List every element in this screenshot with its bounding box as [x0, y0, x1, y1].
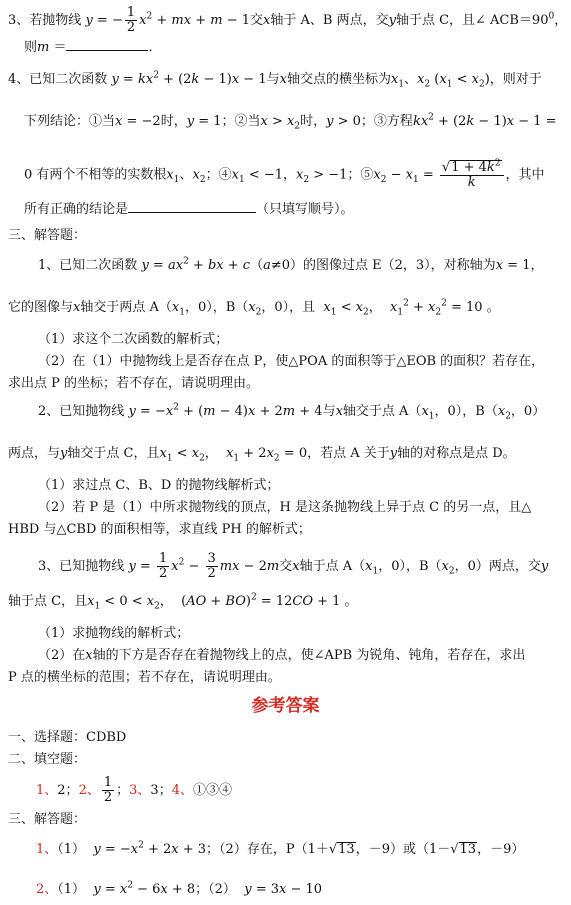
fraction-half: $\frac{1}{2}$	[158, 551, 168, 581]
question-4-line2: 下列结论：①当x = −2时，y = 1；②当$x > x_2$时，y > 0；③方程$kx^2 + (2k - 1)x - 1$ =	[24, 112, 557, 132]
fraction-half: $\frac{1}{2}$	[103, 775, 113, 805]
problem-1-sub2b: 求出点 P 的坐标；若不存在，请说明理由。	[8, 376, 260, 391]
problem-1-line1: 1、已知二次函数 $y = ax^2$ + bx + c（a≠0）的图像过点 E（2，3），对称轴为x = 1，	[38, 256, 544, 273]
question-4-line4: 所有正确的结论是 （只填写顺号）。	[24, 202, 354, 217]
answers-choice: 一、选择题：CDBD	[8, 730, 127, 745]
section-heading-solve: 三、解答题：	[8, 228, 87, 243]
answers-solve-heading: 三、解答题：	[8, 812, 87, 827]
question-3-line1: 3、若抛物线 y = − $\frac{1}{2}$ $x^2$ + mx + m − 1交x轴于 A、B 两点，交y轴于点 C，且∠ $ACB=90^0$，	[8, 5, 568, 35]
question-3-answer-line: 则m ＝ ．	[24, 40, 162, 55]
problem-3-sub1: （1）求抛物线的解析式；	[38, 626, 190, 641]
answers-fill-line: 1、2；2、 $\frac{1}{2}$ ；3、3；4、①③④	[36, 775, 232, 805]
problem-3-sub2a: （2）在x轴的下方是否存在着抛物线上的点，使∠APB 为锐角、钝角，若存在，求出	[38, 648, 526, 663]
problem-1-sub2a: （2）在（1）中抛物线上是否存在点 P，使△POA 的面积等于△EOB 的面积？若存在，	[38, 354, 545, 369]
problem-2-sub2b: HBD 与△CBD 的面积相等，求直线 PH 的解析式；	[8, 522, 311, 537]
answers-solve-2: 2、（1） $y = x^2 - 6x + 8$；（2） y = 3x − 10	[36, 880, 323, 897]
question-4-line1: 4、已知二次函数 $y = kx^2 + (2k - 1)x - 1$与x轴交点的横坐标为$x_1$、$x_2$ $(x_1 < x_2)$，则对于	[8, 70, 542, 90]
question-4-line3: 0 有两个不相等的实数根$x_1$、$x_2$；$④x_1 < -1$，$x_2 > -1$；$⑤x_2 - x_1$ = $\frac{√1 + 4k^2}{k}$ ，其中	[24, 158, 545, 190]
problem-2-line1: 2、已知抛物线 $y = -x^2 + (m - 4)x + 2m + 4$与x轴交于点 $A(x_1$，0），$B(x_2$，0）	[38, 402, 546, 422]
problem-3-line2: 轴于点 C，且$x_1 < 0 < x_2$， (AO + BO)$^2$ = 12CO + 1 。	[8, 592, 358, 612]
answers-fill-heading: 二、填空题：	[8, 752, 87, 767]
fraction-three-halves: $\frac{3}{2}$	[207, 551, 216, 581]
problem-1-line2: 它的图像与x轴交于两点 $A(x_1$，0），$B(x_2$，0），且 $x_1 < x_2$， $x_1^2 + x_2^2 = 10$ 。	[8, 298, 500, 318]
problem-3-sub2c: P 点的横坐标的范围；若不存在，请说明理由。	[8, 670, 281, 685]
problem-2-sub2a: （2）若 P 是（1）中所求抛物线的顶点，H 是这条抛物线上异于点 C 的另一点，且△	[38, 500, 532, 515]
problem-2-sub1: （1）求过点 C、B、D 的抛物线解析式；	[38, 478, 280, 493]
answer-blank[interactable]	[66, 50, 148, 51]
fraction-half: $\frac{1}{2}$	[126, 5, 136, 35]
answers-title: 参考答案	[251, 696, 320, 716]
problem-2-line2: 两点，与y轴交于点 C，且$x_1 < x_2$， $x_1 + 2x_2 = 0$，若点 A 关于y轴的对称点是点 D。	[8, 446, 516, 464]
answers-solve-1: 1、（1） $y = -x^2 + 2x + 3$；（2）存在，P（1＋√13，－9）或（1－√13，－9）	[36, 840, 525, 857]
fraction-sqrt-over-k: $\frac{√1 + 4k^2}{k}$	[440, 160, 504, 190]
problem-1-sub1: （1）求这个二次函数的解析式；	[38, 332, 229, 347]
answer-blank[interactable]	[128, 212, 256, 213]
problem-3-line1: 3、已知抛物线 y = $\frac{1}{2}$ $x^2$ − $\frac{3}{2}$ mx − 2m交x轴于点 $A(x_1$，0），$B(x_2$，0）两点，交y	[38, 551, 549, 581]
